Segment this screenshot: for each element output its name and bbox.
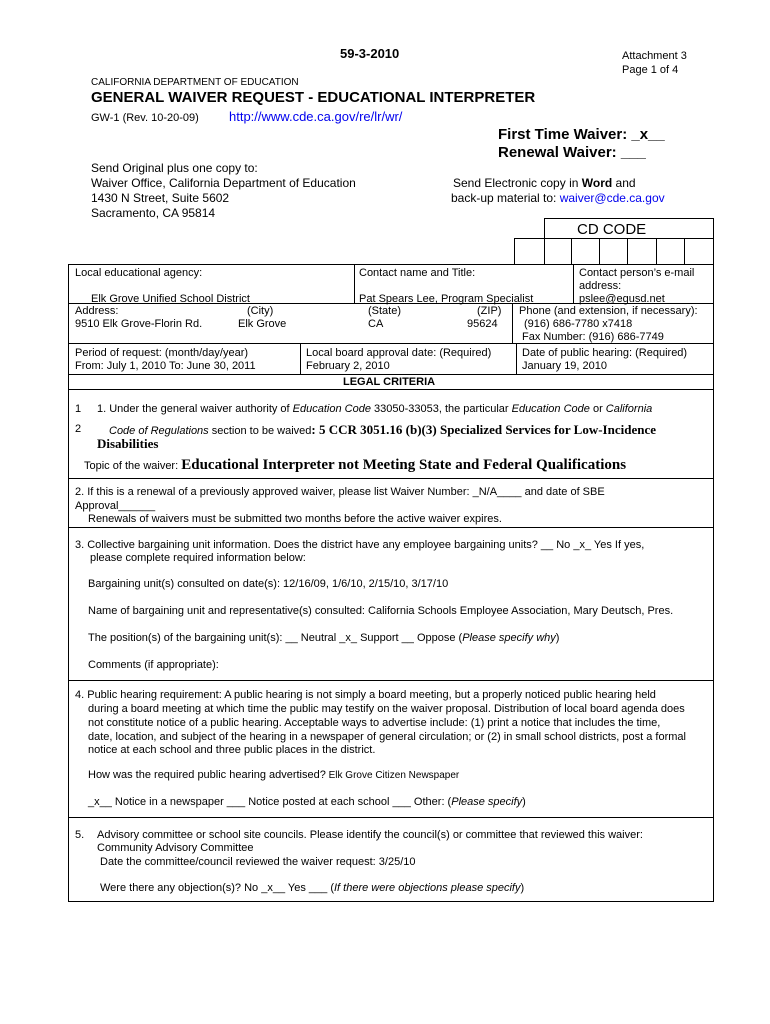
- bargaining-position-text: ): [555, 632, 560, 644]
- item2-line3: Renewals of waivers must be submitted two months before the active waiver expires.: [88, 513, 502, 525]
- cd-code-label: CD CODE: [577, 221, 647, 238]
- renewal-waiver: Renewal Waiver: ___: [498, 144, 646, 161]
- item1-text: California: [605, 403, 653, 415]
- item1-text: 33050-33053, the particular: [370, 403, 512, 415]
- public-hearing-label: Date of public hearing: (Required): [522, 347, 688, 359]
- bargaining-position-text: The position(s) of the bargaining unit(s): __ Neutral _x_ Support __ Oppose (: [88, 632, 463, 644]
- legal-criteria-heading: LEGAL CRITERIA: [343, 376, 436, 388]
- department-name: CALIFORNIA DEPARTMENT OF EDUCATION: [91, 77, 299, 88]
- zip-label: (ZIP): [477, 305, 502, 317]
- public-hearing-value: January 19, 2010: [522, 360, 608, 372]
- contact-label: Contact name and Title:: [359, 267, 476, 279]
- send-electronic-text: and: [612, 176, 636, 190]
- regulation-cited: : 5 CCR 3051.16 (b)(3) Specialized Services for Low-Incidence: [311, 422, 656, 437]
- notice-options-text: ): [522, 796, 526, 808]
- item4-line: not constitute notice of a public hearing. Acceptable ways to advertise include: (1) print a notice that includes the time,: [88, 717, 661, 729]
- hearing-advertised: [88, 769, 459, 781]
- send-electronic-text: Send Electronic copy in: [453, 176, 582, 190]
- state-value: CA: [368, 318, 384, 330]
- item1-line1: [97, 403, 652, 415]
- objections-text: ): [520, 882, 525, 894]
- item-number: 5.: [75, 829, 85, 841]
- send-original-line: Waiver Office, California Department of Education: [91, 176, 356, 190]
- lea-label: Local educational agency:: [75, 267, 203, 279]
- period-label: Period of request: (month/day/year): [75, 347, 249, 359]
- city-value: Elk Grove: [238, 318, 287, 330]
- email-label: address:: [579, 280, 622, 292]
- form-id: GW-1 (Rev. 10-20-09): [91, 112, 199, 124]
- send-original-line: Sacramento, CA 95814: [91, 206, 216, 220]
- notice-options-text: _x__ Notice in a newspaper ___ Notice posted at each school ___ Other: (: [88, 796, 452, 808]
- bargaining-comments: Comments (if appropriate):: [88, 659, 219, 671]
- page-number: Page 1 of 4: [622, 64, 679, 76]
- item-number: 1: [75, 403, 82, 415]
- item1-text: Education Code: [292, 403, 371, 415]
- phone-label: Phone (and extension, if necessary):: [519, 305, 698, 317]
- cde-waiver-link[interactable]: http://www.cde.ca.gov/re/lr/wr/: [229, 109, 403, 124]
- item2-line2: Approval______: [75, 500, 156, 512]
- item5-line2: Community Advisory Committee: [97, 842, 254, 854]
- waiver-topic: [84, 457, 626, 474]
- fax-number: Fax Number: (916) 686-7749: [522, 331, 664, 343]
- hearing-advertised-value: Elk Grove Citizen Newspaper: [325, 770, 460, 781]
- item1-text: Code of Regulations: [109, 425, 209, 437]
- page-title: GENERAL WAIVER REQUEST - EDUCATIONAL INTERPRETER: [91, 89, 536, 106]
- bargaining-consulted: Bargaining unit(s) consulted on date(s): 12/16/09, 1/6/10, 2/15/10, 3/17/10: [88, 578, 449, 590]
- waiver-topic-value: Educational Interpreter not Meeting State and Federal Qualifications: [181, 457, 627, 473]
- item1-line2: [109, 422, 656, 438]
- first-time-waiver: First Time Waiver: _x__: [498, 126, 665, 143]
- objections-text: Were there any objection(s)? No _x__ Yes ___ (: [100, 882, 334, 894]
- item5-line3: Date the committee/council reviewed the waiver request: 3/25/10: [100, 856, 416, 868]
- item1-text: 1. Under the general waiver authority of: [97, 403, 293, 415]
- address-label: Address:: [75, 305, 119, 317]
- state-label: (State): [368, 305, 402, 317]
- objections-text: If there were objections please specify: [334, 882, 521, 894]
- item3-line2: please complete required information below:: [90, 552, 306, 564]
- email-label: Contact person’s e-mail: [579, 267, 695, 279]
- waiver-topic-label: Topic of the waiver:: [84, 460, 182, 472]
- bargaining-position: [88, 632, 559, 644]
- bargaining-position-text: Please specify why: [462, 632, 556, 644]
- address-value: 9510 Elk Grove-Florin Rd.: [75, 318, 203, 330]
- zip-value: 95624: [467, 318, 498, 330]
- period-value: From: July 1, 2010 To: June 30, 2011: [75, 360, 256, 372]
- board-approval-label: Local board approval date: (Required): [306, 347, 492, 359]
- item3-line1: 3. Collective bargaining unit information. Does the district have any employee bargaining units? __ No _x_ Yes If yes,: [75, 539, 645, 551]
- hearing-advertised-label: How was the required public hearing advertised?: [88, 769, 326, 781]
- waiver-email-link[interactable]: waiver@cde.ca.gov: [559, 191, 665, 205]
- item-number: 2: [75, 423, 82, 435]
- notice-options: [88, 796, 526, 808]
- send-backup-text: back-up material to:: [451, 191, 560, 205]
- item2-line1: 2. If this is a renewal of a previously approved waiver, please list Waiver Number: _N/A____ and date of SBE: [75, 486, 605, 498]
- item5-line1: Advisory committee or school site councils. Please identify the council(s) or committee that reviewed this waiver:: [97, 829, 643, 841]
- item1-text: section to be waived: [208, 425, 312, 437]
- send-original-line: 1430 N Street, Suite 5602: [91, 191, 230, 205]
- contact-value: Pat Spears Lee, Program Specialist: [359, 293, 534, 305]
- item4-line: notice at each school and three public places in the district.: [88, 744, 376, 756]
- email-value: pslee@egusd.net: [579, 293, 665, 305]
- item1-text: or: [589, 403, 606, 415]
- item1-line3: Disabilities: [97, 436, 159, 451]
- phone-value: (916) 686-7780 x7418: [524, 318, 633, 330]
- lea-value: Elk Grove Unified School District: [91, 293, 250, 305]
- item4-line: 4. Public hearing requirement: A public hearing is not simply a board meeting, but a properly noticed public hearing held: [75, 689, 656, 701]
- board-approval-value: February 2, 2010: [306, 360, 390, 372]
- send-electronic-line: [453, 176, 636, 190]
- item1-text: Education Code: [511, 403, 590, 415]
- city-label: (City): [247, 305, 274, 317]
- document-number: 59-3-2010: [340, 46, 400, 61]
- notice-options-text: Please specify: [451, 796, 523, 808]
- word-format: Word: [581, 176, 613, 190]
- objections-line: [100, 882, 524, 894]
- send-backup-line: [451, 191, 665, 205]
- attachment-label: Attachment 3: [622, 50, 687, 62]
- item4-line: date, location, and subject of the hearing in a newspaper of general circulation; or (2) in small school districts, post a formal: [88, 731, 686, 743]
- bargaining-unit-name: Name of bargaining unit and representative(s) consulted: California Schools Employee Association, Mary Deutsch, Pres.: [88, 605, 674, 617]
- send-original-line: Send Original plus one copy to:: [91, 161, 258, 175]
- item4-line: during a board meeting at which time the public may testify on the waiver proposal. Distribution of local board agenda does: [88, 703, 685, 715]
